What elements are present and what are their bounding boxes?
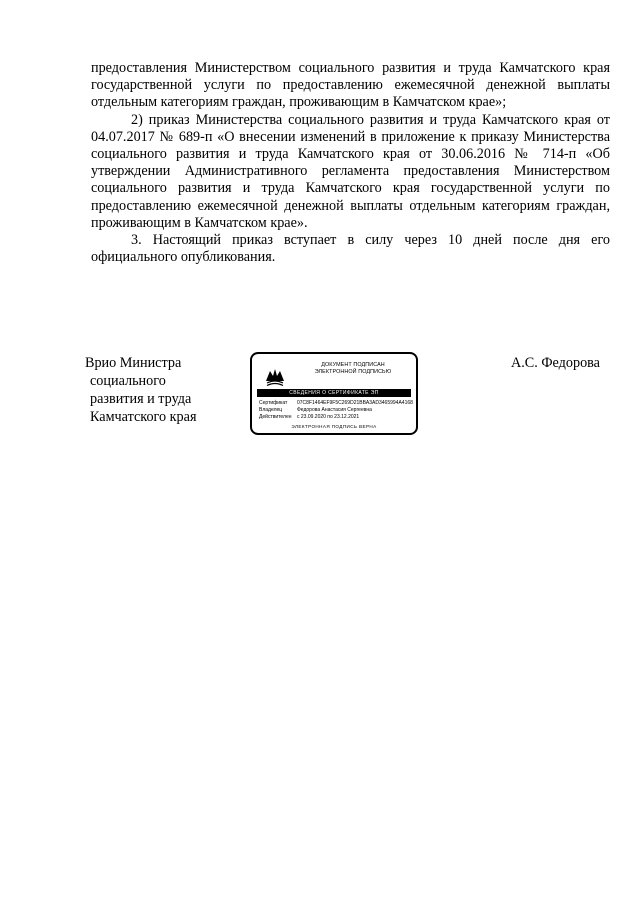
signatory-position	[85, 354, 196, 426]
stamp-row	[259, 400, 417, 407]
paragraph-item-2: 2) приказ Министерства социального развития и труда Камчатского края от 04.07.2017 № 689-п «О внесении изменений в приложение к приказу Министерства социального развития и труда Камчатского края от 30.06.2016 № 714-п «Об утверждении Административного регламента предоставления Министерством социального развития и труда Камчатского края государственной услуги по предоставлению ежемесячной денежной выплаты отдельным категориям граждан, проживающим в Камчатском крае».	[91, 111, 610, 231]
stamp-row-value: 07C8F1464EF9F5C269D21BBA3AD3465994A4168	[297, 400, 413, 406]
stamp-header	[292, 362, 414, 376]
signatory-line-2: социального	[90, 373, 166, 389]
signatory-line-4: Камчатского края	[90, 409, 197, 425]
stamp-row-value: с 23.09.2020 по 23.12.2021	[297, 414, 360, 420]
signatory-name: А.С. Федорова	[511, 355, 600, 371]
stamp-footer: ЭЛЕКТРОННАЯ ПОДПИСЬ ВЕРНА	[291, 424, 377, 429]
paragraph-item-3: 3. Настоящий приказ вступает в силу через 10 дней после дня его официального опубликования.	[91, 232, 610, 266]
emblem-icon	[264, 365, 286, 387]
stamp-row	[259, 407, 417, 414]
stamp-details	[259, 400, 417, 421]
electronic-signature-stamp	[250, 352, 418, 435]
signatory-line-1: Врио Министра	[85, 355, 182, 371]
stamp-header-line-2: ЭЛЕКТРОННОЙ ПОДПИСЬЮ	[314, 369, 392, 375]
document-body	[91, 60, 610, 266]
stamp-certificate-bar: СВЕДЕНИЯ О СЕРТИФИКАТЕ ЭП	[257, 389, 411, 397]
stamp-row	[259, 414, 417, 421]
paragraph-continuation: предоставления Министерством социального развития и труда Камчатского края государственной услуги по предоставлению ежемесячной денежной выплаты отдельным категориям граждан, проживающим в Камчатском крае»;	[91, 60, 610, 111]
signatory-line-3: развития и труда	[90, 391, 192, 407]
stamp-row-key: Владелец	[259, 407, 283, 413]
stamp-row-key: Сертификат	[259, 400, 288, 406]
stamp-row-key: Действителен	[259, 414, 292, 420]
stamp-header-line-1: ДОКУМЕНТ ПОДПИСАН	[321, 362, 385, 368]
stamp-row-value: Федорова Анастасия Сергеевна	[297, 407, 372, 413]
